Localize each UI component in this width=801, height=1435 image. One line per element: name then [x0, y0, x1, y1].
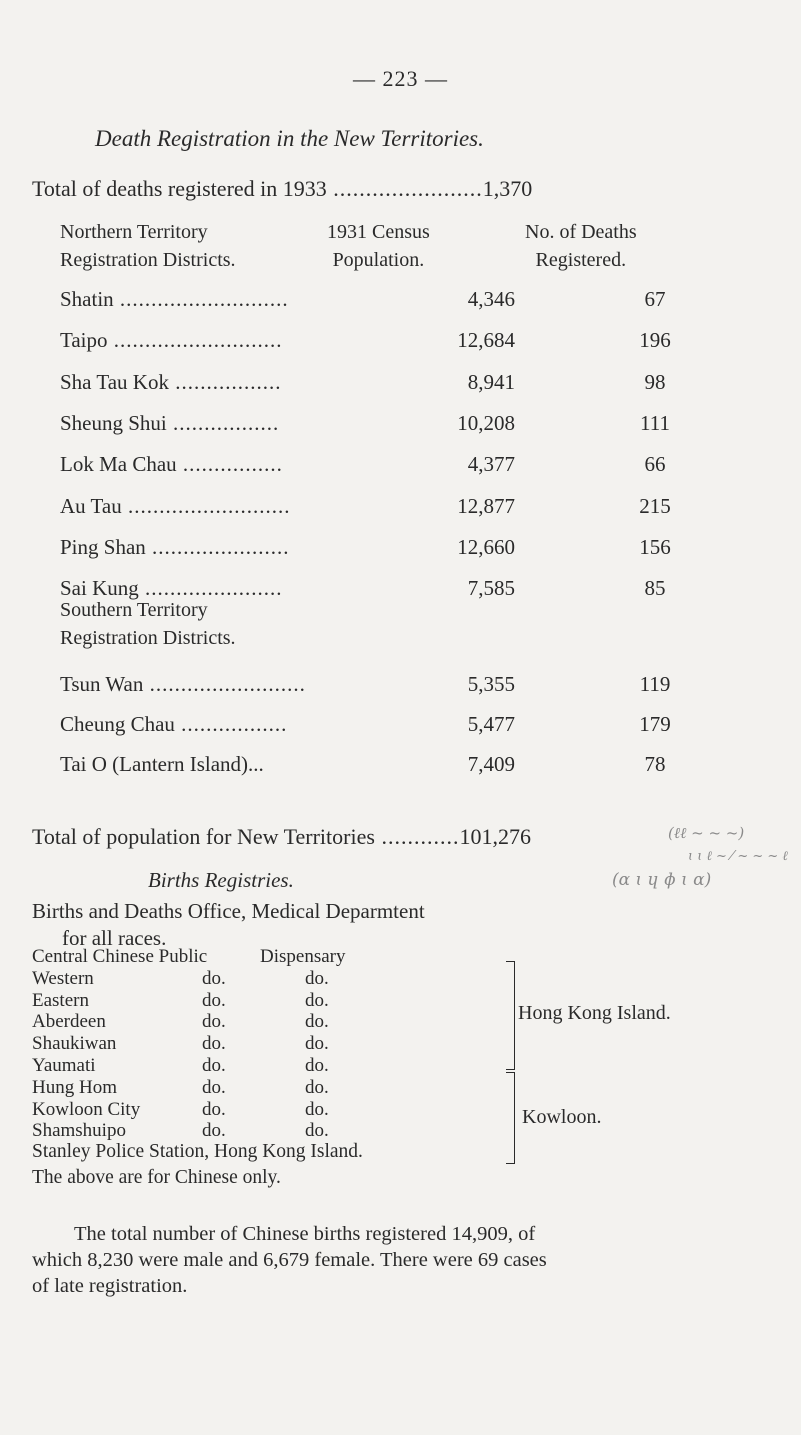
leader-dots: ....................... — [326, 176, 483, 201]
header-line: Registered. — [535, 249, 627, 271]
dispensary-name: Shaukiwan — [32, 1033, 117, 1055]
header-line: Southern Territory — [60, 599, 208, 621]
chinese-only-note: The above are for Chinese only. — [32, 1167, 281, 1188]
total-deaths-line — [32, 176, 532, 202]
leader-dots: ................. — [168, 369, 282, 394]
column-header-districts — [60, 218, 236, 274]
dispensary-cell: do. — [202, 1120, 226, 1142]
district-label: Shatin — [60, 287, 114, 311]
district-label: Sha Tau Kok — [60, 369, 169, 394]
dispensary-name: Yaumati — [32, 1055, 96, 1076]
deaths-value: 98 — [644, 369, 666, 394]
district-row — [60, 328, 760, 358]
dispensary-cell: do. — [202, 1076, 226, 1098]
population-value: 7,409 — [467, 752, 515, 776]
district-label: Tsun Wan — [60, 672, 144, 696]
dispensary-cell: do. — [202, 1033, 226, 1055]
population-value: 4,346 — [467, 287, 515, 311]
deaths-value: 119 — [639, 672, 671, 696]
handwritten-annotation: ɩ ɩ ℓ ~ ⁄ ~ ~ ~ ℓ — [688, 849, 788, 864]
district-row — [60, 672, 760, 702]
dispensary-name: Shamshuipo — [32, 1120, 126, 1142]
district-name — [60, 494, 290, 519]
page-number: — 223 — — [353, 66, 448, 91]
dispensary-name: Central Chinese Public — [32, 946, 208, 967]
dispensary-cell: do. — [305, 1033, 329, 1055]
deaths-value: 78 — [644, 752, 666, 776]
total-deaths-label: Total of deaths registered in 1933 — [32, 176, 327, 201]
dispensary-name: Eastern — [32, 989, 89, 1011]
district-label: Taipo — [60, 328, 108, 353]
district-name — [60, 411, 279, 436]
district-label: Sai Kung — [60, 576, 139, 601]
district-name — [60, 328, 283, 353]
dispensary-cell: do. — [305, 967, 329, 989]
district-row — [60, 752, 760, 782]
deaths-value: 67 — [644, 287, 666, 311]
dispensary-cell: do. — [202, 1055, 226, 1076]
total-population-label: Total of population for New Territories — [32, 824, 375, 849]
district-name — [60, 452, 283, 477]
births-office-line: Births and Deaths Office, Medical Deparmtent — [32, 899, 425, 923]
district-name — [60, 535, 290, 560]
leader-dots: ...................... — [145, 534, 290, 559]
hong-kong-brace — [506, 961, 515, 1070]
dispensary-cell: do. — [305, 1076, 329, 1098]
population-value: 5,355 — [467, 672, 515, 696]
district-row — [60, 452, 760, 482]
births-office — [32, 898, 425, 952]
deaths-value: 111 — [640, 410, 670, 435]
hong-kong-group-label: Hong Kong Island. — [518, 1002, 671, 1024]
deaths-value: 85 — [644, 576, 666, 601]
dispensary-name: Kowloon City — [32, 1098, 141, 1120]
dispensary-name: Aberdeen — [32, 1011, 106, 1033]
district-name — [60, 370, 281, 395]
leader-dots: .......................... — [121, 493, 291, 518]
dispensary-cell: do. — [202, 967, 226, 989]
leader-dots: ................. — [174, 712, 288, 736]
header-line: 1931 Census — [327, 221, 430, 243]
column-header-deaths — [525, 218, 637, 274]
population-value: 7,585 — [467, 576, 515, 601]
district-row — [60, 411, 760, 441]
population-value: 5,477 — [467, 712, 515, 736]
district-label: Cheung Chau — [60, 712, 175, 736]
kowloon-brace — [506, 1072, 515, 1164]
deaths-value: 179 — [639, 712, 671, 736]
population-value: 8,941 — [467, 369, 515, 394]
district-row — [60, 494, 760, 524]
leader-dots: ................ — [176, 452, 283, 477]
dispensary-cell: do. — [305, 1098, 329, 1120]
southern-header — [60, 596, 236, 652]
dispensary-cell: Dispensary — [260, 946, 346, 967]
population-value: 10,208 — [457, 410, 515, 435]
kowloon-group-label: Kowloon. — [522, 1106, 602, 1128]
district-label: Tai O (Lantern Island)... — [60, 752, 264, 776]
total-population-value: 101,276 — [459, 824, 531, 849]
population-value: 12,660 — [457, 534, 515, 559]
summary-line: of late registration. — [32, 1275, 188, 1297]
district-label: Au Tau — [60, 493, 122, 518]
district-name — [60, 287, 289, 312]
deaths-value: 66 — [644, 452, 666, 477]
dispensary-name: Hung Hom — [32, 1076, 117, 1098]
dispensary-cell: do. — [305, 1120, 329, 1142]
dispensary-cell: do. — [305, 1055, 329, 1076]
header-line: No. of Deaths — [525, 221, 637, 243]
summary-paragraph — [32, 1221, 772, 1299]
population-value: 12,684 — [457, 328, 515, 353]
dispensary-cell: do. — [202, 1098, 226, 1120]
dispensary-cell: do. — [305, 1011, 329, 1033]
header-line: Registration Districts. — [60, 627, 236, 649]
total-population-line — [32, 824, 531, 850]
deaths-value: 156 — [639, 534, 671, 559]
births-office-line: for all races. — [62, 926, 167, 950]
leader-dots: ...................... — [138, 576, 283, 601]
deaths-value: 215 — [639, 493, 671, 518]
column-header-population — [327, 218, 430, 274]
district-row — [60, 370, 760, 400]
summary-line: The total number of Chinese births registered 14,909, of — [74, 1223, 536, 1245]
leader-dots: ................. — [166, 410, 280, 435]
header-line: Population. — [332, 249, 425, 271]
page-title: Death Registration in the New Territories. — [95, 126, 484, 151]
dispensary-cell: do. — [305, 989, 329, 1011]
district-label: Lok Ma Chau — [60, 452, 177, 477]
dispensary-cell: do. — [202, 989, 226, 1011]
district-name — [60, 672, 306, 697]
dispensary-name: Western — [32, 967, 94, 989]
district-label: Ping Shan — [60, 534, 146, 559]
district-row — [60, 535, 760, 565]
summary-line: which 8,230 were male and 6,679 female. There were 69 cases — [32, 1249, 547, 1271]
population-value: 4,377 — [467, 452, 515, 477]
total-deaths-value: 1,370 — [482, 176, 533, 201]
district-name — [60, 752, 264, 777]
population-value: 12,877 — [457, 493, 515, 518]
leader-dots: ........................... — [107, 328, 283, 353]
leader-dots: ............ — [374, 824, 460, 849]
handwritten-annotation: (ℓℓ ~ ~ ~) — [668, 824, 745, 842]
district-label: Sheung Shui — [60, 410, 167, 435]
district-row — [60, 712, 760, 742]
births-heading: Births Registries. — [148, 868, 294, 892]
district-row — [60, 287, 760, 317]
header-line: Northern Territory — [60, 221, 208, 243]
deaths-value: 196 — [639, 328, 671, 353]
district-name — [60, 712, 287, 737]
handwritten-annotation: (ɑ ɩ ɥ ɸ ɩ ɑ) — [612, 870, 712, 890]
leader-dots: ........................... — [113, 287, 289, 311]
header-line: Registration Districts. — [60, 249, 236, 271]
leader-dots: ......................... — [143, 672, 306, 696]
dispensary-cell: do. — [202, 1011, 226, 1033]
stanley-line: Stanley Police Station, Hong Kong Island. — [32, 1141, 363, 1162]
